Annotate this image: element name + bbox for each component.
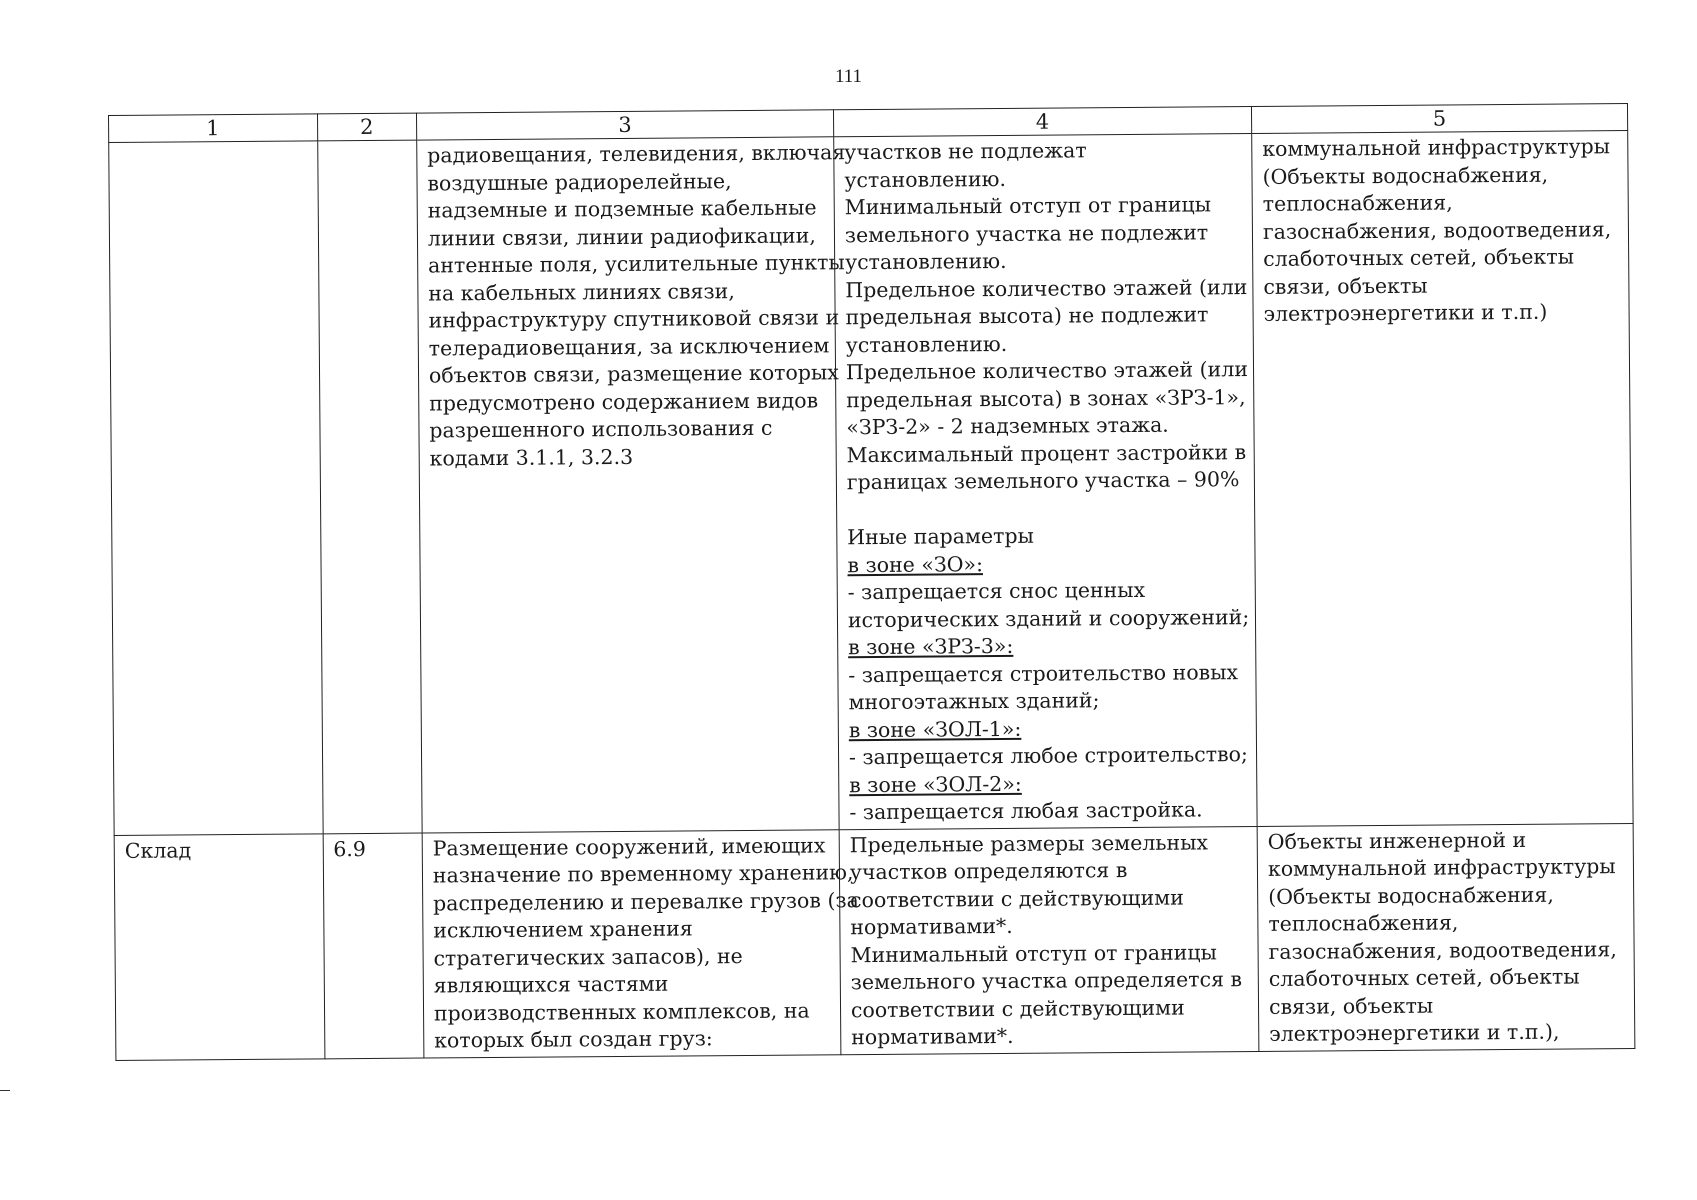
- text-line: электроэнергетики и т.п.): [1263, 299, 1548, 326]
- text-line: слаботочных сетей, объекты: [1263, 244, 1575, 271]
- text-line: связи, объекты: [1268, 993, 1434, 1019]
- text-line: связи, объекты: [1263, 273, 1428, 299]
- text-line: - запрещается снос ценных: [847, 577, 1146, 605]
- text-line: границах земельного участка – 90%: [846, 467, 1240, 495]
- land-use-table: [108, 103, 1635, 1060]
- text-line: разрешенного использования с: [429, 415, 773, 443]
- text-line: установлению.: [844, 166, 1007, 192]
- text-line: телерадиовещания, за исключением: [428, 332, 830, 360]
- text-line: соответствии с действующими: [850, 995, 1185, 1022]
- text-line: Предельное количество этажей (или: [845, 357, 1249, 385]
- text-line: коммунальной инфраструктуры: [1267, 854, 1616, 881]
- text-line: газоснабжения, водоотведения,: [1268, 936, 1617, 964]
- cell-use-code: [317, 140, 422, 833]
- text-line: электроэнергетики и т.п.),: [1269, 1019, 1560, 1046]
- text-line: теплоснабжения,: [1268, 910, 1459, 936]
- text-line: производственных комплексов, на: [433, 998, 810, 1025]
- text-line: Объекты инженерной и: [1267, 827, 1527, 854]
- cell-parameters: [834, 134, 1258, 830]
- header-col-2: 2: [317, 113, 417, 141]
- text-line: земельного участка определяется в: [850, 967, 1243, 995]
- text-line: стратегических запасов), не: [433, 943, 743, 970]
- table-row: [114, 823, 1635, 1060]
- text-line: объектов связи, размещение которых: [428, 360, 839, 388]
- text-line: газоснабжения, водоотведения,: [1262, 216, 1612, 244]
- text-line: предельная высота) в зонах «ЗРЗ-1»,: [846, 384, 1246, 412]
- page-number: 111: [834, 66, 863, 87]
- text-line: надземные и подземные кабельные: [427, 195, 817, 223]
- text-line: радиовещания, телевидения, включая: [427, 140, 846, 168]
- text-line: теплоснабжения,: [1262, 190, 1453, 216]
- text-line: соответствии с действующими: [849, 885, 1184, 912]
- zone-label: в зоне «ЗОЛ-2»:: [849, 771, 1022, 797]
- zone-label: в зоне «ЗРЗ-3»:: [848, 633, 1014, 660]
- text-line: участков не подлежат: [844, 138, 1087, 165]
- header-col-3: 3: [416, 110, 833, 140]
- text-line: нормативами*.: [851, 1023, 1014, 1050]
- text-line: многоэтажных зданий;: [848, 688, 1100, 715]
- text-line: Предельные размеры земельных: [849, 829, 1209, 857]
- text-line: Размещение сооружений, имеющих: [432, 832, 826, 860]
- text-line: нормативами*.: [850, 913, 1013, 940]
- header-col-5: 5: [1251, 104, 1627, 134]
- text-line: на кабельных линиях связи,: [428, 278, 735, 305]
- cell-use-name: [109, 141, 323, 835]
- text-line: коммунальной инфраструктуры: [1262, 134, 1611, 161]
- table-row: [109, 131, 1633, 835]
- text-line: исключением хранения: [433, 916, 693, 943]
- text-line: линии связи, линии радиофикации,: [427, 222, 816, 250]
- other-params-heading: Иные параметры: [847, 523, 1034, 550]
- text-line: назначение по временному хранению,: [432, 860, 854, 888]
- cell-auxiliary-objects: [1257, 823, 1635, 1051]
- text-line: установлению.: [844, 248, 1007, 275]
- cell-use-code: 6.9: [323, 833, 424, 1059]
- text-line: земельного участка не подлежит: [844, 219, 1209, 247]
- text-line: инфраструктуру спутниковой связи и: [428, 305, 840, 333]
- text-line: «ЗРЗ-2» - 2 надземных этажа.: [846, 412, 1169, 440]
- cell-parameters: [839, 826, 1259, 1054]
- text-line: Минимальный отступ от границы: [844, 192, 1212, 220]
- text-line: - запрещается строительство новых: [848, 659, 1239, 687]
- zone-label: в зоне «ЗО»:: [847, 551, 984, 577]
- text-line: являющихся частями: [433, 971, 669, 998]
- spacer: [847, 494, 1246, 525]
- text-line: Предельное количество этажей (или: [845, 274, 1248, 302]
- text-line: воздушные радиорелейные,: [427, 168, 732, 195]
- cell-use-description: [417, 137, 846, 833]
- text-line: предусмотрено содержанием видов: [429, 387, 819, 415]
- text-line: распределению и перевалке грузов (за: [432, 887, 859, 915]
- cell-use-name: Склад: [114, 833, 324, 1060]
- text-line: слаботочных сетей, объекты: [1268, 964, 1580, 991]
- cell-use-description: [422, 829, 859, 1057]
- text-line: антенные поля, усилительные пункты: [427, 250, 845, 278]
- header-col-1: 1: [109, 114, 318, 143]
- zone-label: в зоне «ЗОЛ-1»:: [848, 716, 1022, 742]
- margin-mark: [0, 1090, 10, 1091]
- text-line: установлению.: [845, 331, 1008, 357]
- text-line: предельная высота) не подлежит: [845, 302, 1209, 330]
- text-line: Максимальный процент застройки в: [846, 439, 1247, 467]
- text-line: (Объекты водоснабжения,: [1268, 882, 1554, 909]
- text-line: (Объекты водоснабжения,: [1262, 162, 1549, 189]
- text-line: - запрещается любая застройка.: [849, 797, 1203, 825]
- text-line: которых был создан груз:: [434, 1026, 713, 1053]
- text-line: кодами 3.1.1, 3.2.3: [429, 444, 634, 470]
- text-line: Минимальный отступ от границы: [850, 939, 1217, 967]
- text-line: участков определяются в: [849, 858, 1128, 885]
- text-line: - запрещается любое строительство;: [848, 742, 1248, 770]
- header-col-4: 4: [833, 107, 1251, 137]
- cell-auxiliary-objects: [1252, 131, 1633, 826]
- text-line: исторических зданий и сооружений;: [847, 604, 1250, 632]
